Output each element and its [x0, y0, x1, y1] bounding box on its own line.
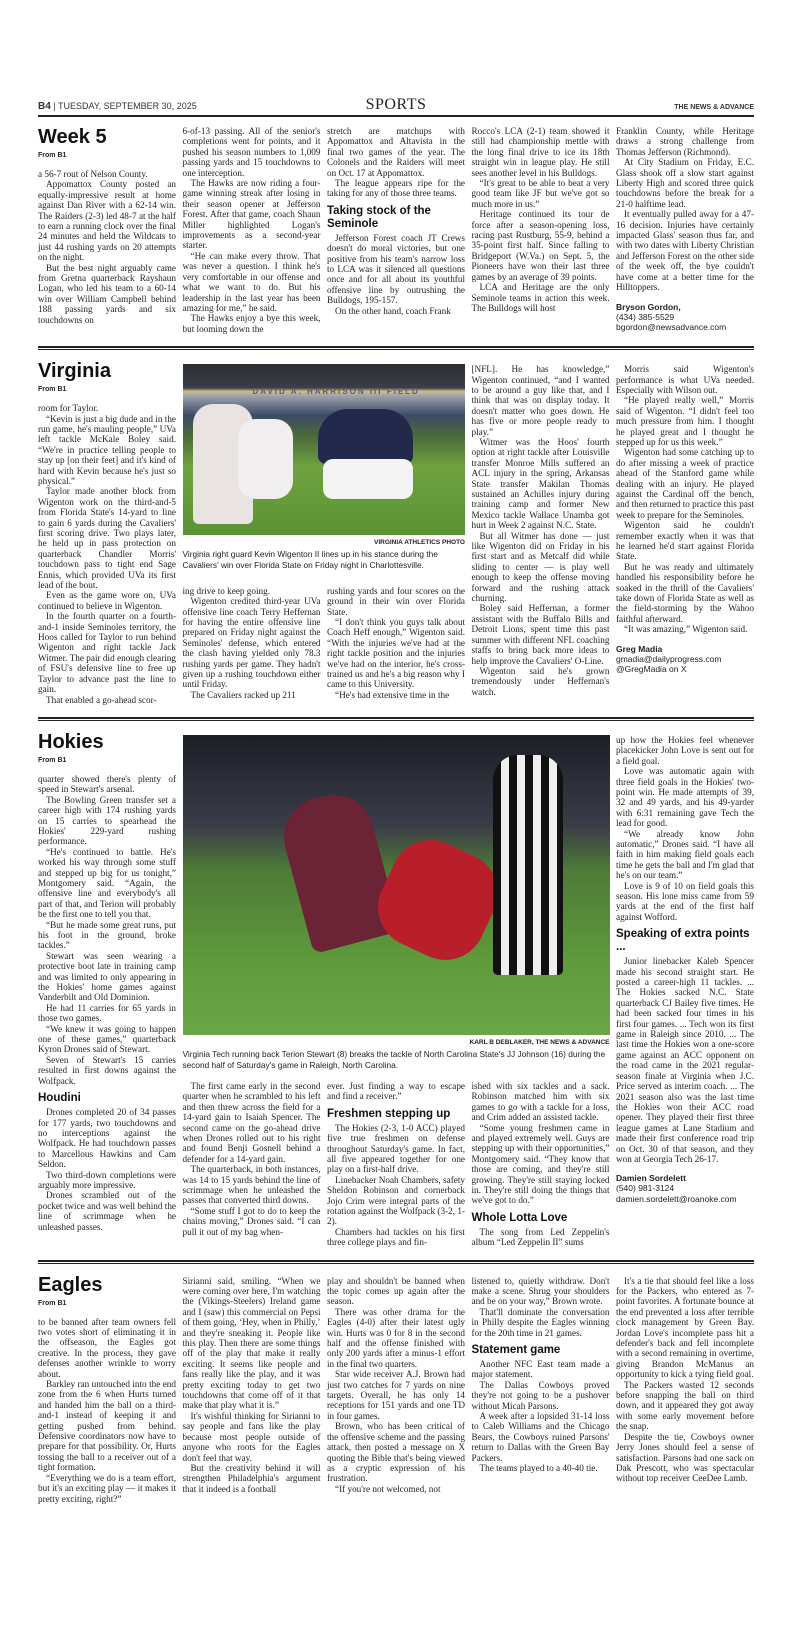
article-paragraph: Wigenton had some catching up to do after missing a week of practice ahead of the Stanford game while dealing with an injury. He played against the Cardinal off the bench, and then returned to practice this past week to prepare for the Seminoles.: [616, 447, 754, 520]
byline-contact: (434) 385-5529: [616, 311, 675, 322]
page-number: B4: [38, 101, 51, 112]
header-rule: [38, 115, 754, 117]
article-paragraph: The Cavaliers racked up 211: [190, 689, 296, 700]
article-paragraph: But the best night arguably came from Gretna quarterback Rayshaun Logan, who led his team to a 60-14 win over William Campbell behind 188 passing yards and six touchdowns on: [38, 262, 176, 325]
article-paragraph-continued: to be banned after team owners fell two votes short of eliminating it in the offseason, the Eagles got creative. In the process, they gave defenses another wrinkle to worry about.: [38, 1316, 176, 1379]
article-paragraph: The Hawks are now riding a four-game winning streak after losing in their season opener at Jefferson Forest. After that game, coach Shaun Miller highlighted Logan's improvements as a second-year starter.: [182, 178, 321, 251]
virginia-col-2: [183, 586, 321, 700]
article-paragraph: Star wide receiver A.J. Brown had just two catches for 7 yards on nine targets. Overall, he has only 14 receptions for 151 yards and one TD in four games.: [327, 1369, 465, 1421]
article-paragraph-continued: up how the Hokies feel whenever placekicker John Love is sent out for a field goal.: [616, 734, 754, 766]
article-paragraph: Drones scrambled out of the pocket twice and was well behind the line of scrimmage when he unleashed passes.: [38, 1190, 176, 1232]
article-paragraph: “He's had extensive time in the: [335, 689, 450, 700]
hokies-photo: [183, 735, 610, 1035]
article-paragraph: Heritage continued its tour de force after a season-opening loss, racing past Rustburg, 55-9, behind a 35-point first half. Since falling to Bridgeport (W.Va.) on Sept. 5, the Pioneers have won their last three games by an average of 39 points.: [471, 209, 610, 282]
article-paragraph: He had 11 carries for 65 yards in those two games.: [38, 1002, 176, 1024]
article-paragraph: Junior linebacker Kaleb Spencer made his second straight start. He posted a career-high 11 tackles. ... The Hokies sacked N.C. State quarterback CJ Bailey five times. He had been sacked four times in his first four games. ... Tech won its first game in Raleigh since 2010. ... The last time the Hokies won a one-score game against an ACC opponent on the road came in the 2021 regular-season finale at Virginia when J.C. Price served as interim coach. ... The 2021 season also was the last time the Hokies won their ACC road opener. They played their first three league games at Lane Stadium and made their first conference road trip on Oct. 30 of that season, and they won at Georgia Tech 26-17.: [616, 956, 754, 1164]
article-paragraph: In the fourth quarter on a fourth-and-1 inside Seminoles territory, the Hoos called for Taylor to run behind Wigenton and right tackle Jack Witmer. The pair did enough clearing of FSU's defensive line to free up Taylor to advance past the line to gain.: [38, 611, 176, 695]
article-paragraph: The song from Led Zeppelin's album “Led Zeppelin II” sums: [471, 1226, 610, 1248]
byline-contact: (540) 981-3124: [616, 1183, 675, 1194]
article-paragraph: “Some stuff I got to do to keep the chains moving,” Drones said. “I can pull it out of my bag when-: [182, 1205, 321, 1237]
article-paragraph: It eventually pulled away for a 47-16 decision. Injuries have certainly impacted Glass' season thus far, and with two dates with Liberty Christian and Jefferson Forest on the other side of the week off, the bye couldn't have come at a better time for the Hilltoppers.: [616, 209, 754, 293]
newspaper-name: THE NEWS & ADVANCE: [674, 104, 754, 111]
article-paragraph: “If you're not welcomed, not: [335, 1483, 441, 1494]
article-paragraph: The quarterback, in both instances, was 14 to 15 yards behind the line of scrimmage when he unleashed the passes that converted third downs.: [182, 1164, 321, 1206]
subheading: Freshmen stepping up: [327, 1107, 451, 1120]
virginia-photo-credit: VIRGINIA ATHLETICS PHOTO: [373, 539, 465, 547]
article-paragraph: The Hawks enjoy a bye this week, but looming down the: [182, 313, 321, 334]
virginia-headline: Virginia: [38, 360, 111, 383]
article-paragraph-continued: rushing yards and four scores on the ground in their win over Florida State.: [327, 585, 465, 617]
jump-from-label: From B1: [38, 1299, 67, 1307]
section-divider: [38, 717, 754, 721]
article-paragraph-continued: Rocco's LCA (2-1) team showed it still had championship mettle with the long final drive to ice its 18th straight win in league play. He still sees another level in his Bulldogs.: [471, 126, 610, 178]
week5-col-2: [183, 126, 321, 334]
article-paragraph: But he was ready and ultimately handled his responsibility before he soaked in the thrill of the Cavaliers' take down of Florida State as well as the field-storming by the Wahoo faithful afterward.: [616, 561, 754, 624]
hokies-col-2: [183, 1081, 321, 1237]
article-paragraph: “Some young freshmen came in and played extremely well. Guys are stepping up with their opportunities,” Montgomery said. “They know that those are coming, and they're still growing. They're still staying locked in. They're still doing the things that we've got to do.”: [471, 1122, 610, 1206]
article-paragraph: Morris said Wigenton's performance is what UVa needed. Especially with Wilson out.: [616, 364, 754, 395]
article-paragraph: “He played really well,” Morris said of Wigenton. “I didn't feel too much pressure from him. I thought he played great and I thought he stepped up for us this week.”: [616, 395, 754, 447]
article-paragraph-continued: ished with six tackles and a sack. Robinson matched him with six games to go with a tackle for a loss, and Crim added an assisted tackle.: [471, 1080, 610, 1123]
article-paragraph: A week after a lopsided 31-14 loss to Caleb Williams and the Chicago Bears, the Cowboys ruined Parsons' return to Dallas with the Green Bay Packers.: [471, 1411, 610, 1463]
article-paragraph-continued: ever. Just finding a way to escape and find a receiver.”: [327, 1080, 465, 1102]
page-folio: B4 | TUESDAY, SEPTEMBER 30, 2025: [38, 101, 197, 112]
virginia-photo: [183, 364, 465, 535]
byline-contact: gmadia@dailyprogress.com: [616, 653, 722, 664]
article-paragraph: Wigenton said he couldn't remember exactly when it was that he learned he'd start against Florida State.: [616, 520, 754, 562]
hokies-col-5: [616, 735, 754, 1204]
section-divider: [38, 346, 754, 350]
hokies-photo-credit: KARL B DEBLAKER, THE NEWS & ADVANCE: [469, 1038, 610, 1046]
article-paragraph: Brown, who has been critical of the offensive scheme and the passing attack, then posted a message on X quoting the Bible that's being viewed as a cryptic expression of his frustration.: [327, 1421, 465, 1484]
article-paragraph: Despite the tie, Cowboys owner Jerry Jones should feel a sense of satisfaction. Parsons had one sack on Dak Prescott, who was spectacular without top receiver CeeDee Lamb.: [616, 1431, 754, 1484]
subheading: Statement game: [471, 1344, 561, 1357]
virginia-col-4: [472, 364, 610, 697]
subheading: Taking stock of the Seminole: [327, 204, 431, 230]
article-paragraph: Wigenton credited third-year UVa offensive line coach Terry Heffernan for having the entire offensive line prepared on Friday night against the Seminoles' defense, which entered the clash having yielded only 78.3 rushing yards per game. They hadn't given up a rushing touchdown either until Friday.: [182, 596, 321, 690]
article-paragraph: Barkley ran untouched into the end zone from the 6 when Hurts turned and handed him the ball on a third-and-1 instead of keeping it and getting pushed from behind. Defensive coordinators now have to prepare for that possibility. Or, Hurts tossing the ball to a receiver out of a tight formation.: [38, 1379, 176, 1473]
article-paragraph: “He's continued to battle. He's worked his way through some stuff and stepped up big for us tonight,” Montgomery said. “Again, the offensive line and everybody's all part of that, and Terion will probably be the first one to tell you that.: [38, 846, 176, 920]
article-paragraph: The Hokies (2-3, 1-0 ACC) played five true freshmen on defense throughout Saturday's game. In fact, all five appeared together for one play on a first-half drive.: [327, 1122, 465, 1175]
jump-from-label: From B1: [38, 756, 67, 764]
article-paragraph: Seven of Stewart's 15 carries resulted in first downs against the Wolfpack.: [38, 1054, 176, 1086]
article-paragraph: The teams played to a 40-40 tie.: [479, 1463, 598, 1474]
byline-contact: @GregMadia on X: [616, 664, 687, 675]
article-paragraph: Drones completed 20 of 34 passes for 177 yards, two touchdowns and no interceptions against the Wolfpack. He had touchdown passes to Marcellous Hawkins and Cam Seldon.: [38, 1107, 176, 1170]
hokies-photo-caption: Virginia Tech running back Terion Stewart (8) breaks the tackle of North Carolina State's JJ Johnson (16) during the second half of Saturday's game in Raleigh, North Carolina.: [182, 1048, 606, 1070]
eagles-col-4: [472, 1276, 610, 1474]
week5-headline: Week 5: [38, 126, 107, 148]
ncstate-defender: [364, 827, 510, 973]
article-paragraph-continued: Franklin County, while Heritage draws a strong challenge from Thomas Jefferson (Richmond).: [616, 126, 754, 157]
jump-from-label: From B1: [38, 386, 67, 394]
article-paragraph: That'll dominate the conversation in Philly despite the Eagles winning for the 20th time in 21 games.: [471, 1306, 610, 1338]
virginia-article: [38, 358, 754, 717]
uva-player-pants: [323, 459, 413, 499]
article-paragraph: “We already know John automatic,” Drones said. “I have all faith in him making field goals each time he gets the ball and I'm glad that he's on our team.”: [616, 828, 754, 881]
article-paragraph: On the other hand, coach Frank: [335, 305, 451, 316]
article-paragraph: “I don't think you guys talk about Coach Heff enough,” Wigenton said. “With the injuries we've had at the right tackle position and the injuries we've had on the interior, he's cross-trained us and he's a big reason why I came to this University.: [327, 617, 465, 690]
article-paragraph: It's wishful thinking for Sirianni to say people and fans like the play because most people outside of anyone who roots for the Eagles don't feel that way.: [182, 1410, 321, 1463]
article-paragraph: LCA and Heritage are the only Seminole teams in action this week. The Bulldogs will host: [471, 282, 610, 313]
article-paragraph: Boley said Heffernan, a former assistant with the Buffalo Bills and Detroit Lions, spent time this past summer with different NFL coaching staffs to bring back more ideas to help improve the Cavaliers' O-Line.: [471, 603, 610, 666]
article-paragraph: “It was amazing,” Wigenton said.: [624, 624, 748, 635]
virginia-photo-block: [183, 360, 466, 581]
article-paragraph: The first came early in the second quarter when he scrambled to his left and then threw across the field for a 14-yard gain to Isaiah Spencer. The second came on the go-ahead drive when Drones rolled out to his right and found Benji Gosnell behind a defender for a 14-yard gain.: [182, 1080, 321, 1164]
virginia-col-1: [38, 360, 176, 705]
article-paragraph: Chambers had tackles on his first three college plays and fin-: [327, 1226, 465, 1248]
article-paragraph-continued: play and shouldn't be banned when the topic comes up again after the season.: [327, 1275, 465, 1307]
article-paragraph: But the creativity behind it will strengthen Philadelphia's argument that it indeed is a football: [182, 1462, 321, 1494]
subheading: Houdini: [38, 1092, 81, 1105]
eagles-col-2: [183, 1276, 321, 1495]
article-paragraph: “We knew it was going to happen one of these games,” quarterback Kyron Drones said of Stewart.: [38, 1023, 176, 1055]
article-paragraph-continued: room for Taylor.: [38, 403, 99, 414]
referee: [493, 755, 563, 975]
article-paragraph-continued: quarter showed there's plenty of speed in Stewart's arsenal.: [38, 773, 176, 795]
article-paragraph: “He can make every throw. That was never a question. I think he's very comfortable in our offense and what we want to do. But his leadership in the last year has been amazing for me,” he said.: [182, 250, 321, 313]
article-paragraph: The Bowling Green transfer set a career high with 174 rushing yards on 15 carries to spearhead the Hokies' 229-yard rushing performance.: [38, 794, 176, 847]
virginia-col-3: [327, 586, 465, 700]
eagles-article: [38, 1272, 754, 1516]
hokies-photo-block: [183, 731, 610, 1081]
article-paragraph: “Everything we do is a team effort, but it's an exciting play — it makes it pretty exciting, right?”: [38, 1472, 176, 1504]
article-paragraph: Witmer was the Hoos' fourth option at right tackle after Louisville transfer Monroe Mills suffered an ACL injury in the spring, Arkansas State transfer Makilan Thomas sustained an Achilles injury during training camp and former New Mexico tackle Wallace Unamba got hurt in Week 2 against N.C. State.: [471, 436, 610, 531]
byline-name: Bryson Gordon,: [616, 301, 681, 312]
byline-name: Damien Sordelett: [616, 1173, 686, 1184]
section-name: SPORTS: [365, 96, 427, 113]
section-divider: [38, 1260, 754, 1264]
week5-col-1: [38, 126, 176, 325]
eagles-col-5: [616, 1276, 754, 1484]
article-paragraph: Another NFC East team made a major statement.: [471, 1359, 610, 1380]
article-paragraph: The league appears ripe for the taking for any of those three teams.: [327, 178, 465, 199]
hokies-col-3: [327, 1081, 465, 1248]
article-paragraph: Linebacker Noah Chambers, safety Sheldon Robinson and cornerback Jojo Crim were integral parts of the rotation against the Wolfpack (3-2, 1-2).: [327, 1174, 465, 1227]
virginia-photo-caption: Virginia right guard Kevin Wigenton II lines up in his stance during the Cavaliers' win over Florida State on Friday night in Charlottesville.: [182, 549, 438, 571]
hokies-col-1: [38, 731, 176, 1232]
eagles-headline: Eagles: [38, 1273, 103, 1296]
article-paragraph: Love is 9 of 10 on field goals this season. His lone miss came from 59 yards at the end of the first half against Wofford.: [616, 880, 754, 922]
article-paragraph-continued: ing drive to keep going.: [182, 585, 271, 596]
hokies-article: [38, 729, 754, 1260]
article-paragraph: But all Witmer has done — just like Wigenton did on Friday in his first start and as Metcalf did while sliding to center — is play well enough to keep the offense moving forward and the rushing attack churning.: [471, 530, 610, 604]
article-paragraph-continued: [NFL]. He has knowledge,” Wigenton continued, “and I wanted to be around a guy like that, and I think that was on display today. It doesn't matter who goes down. He has five or more people ready to play.”: [471, 364, 610, 437]
article-paragraph: Appomattox County posted an equally-impressive result at home against Dan River with a 62-14 win. The Raiders (2-3) led 48-7 at the half to earn a running clock over the final 24 minutes and held the Wildcats to just 44 rushing yards on 20 attempts on the night.: [38, 179, 176, 263]
issue-date: TUESDAY, SEPTEMBER 30, 2025: [57, 101, 197, 111]
article-paragraph: Stewart was seen wearing a protective boot late in training camp and was limited to only appearing in the Hokies' home games against Vanderbilt and Old Dominion.: [38, 950, 176, 1003]
article-paragraph: Taylor made another block from Wigenton work on the third-and-5 from Florida State's 14-yard to line to gain 6 yards during the Cavaliers' first scoring drive. Two plays later, he held up in pass protection on quarterback Chandler Morris' touchdown pass to tight end Sage Ennis, which provided UVa its first lead of the bout.: [38, 486, 176, 591]
article-paragraph-continued: stretch are matchups with Appomattox and Altavista in the final two games of the year. The Colonels and the Raiders will meet on Oct. 17 at Appomattox.: [327, 126, 465, 178]
byline-contact: damien.sordelett@roanoke.com: [616, 1193, 737, 1204]
stadium-sign: DAVID A. HARRISON III FIELD: [252, 387, 420, 397]
byline-contact: bgordon@newsadvance.com: [616, 322, 727, 332]
subheading: Whole Lotta Love: [471, 1211, 568, 1224]
week5-col-5: [616, 126, 754, 333]
hokies-col-4: [472, 1081, 610, 1248]
article-paragraph: Jefferson Forest coach JT Crews doesn't do moral victories, but one positive from his team's narrow loss to LCA was it silenced all questions once and for all about its youthful offensive line by outrushing the Bulldogs, 195-157.: [327, 232, 465, 306]
week5-col-4: [472, 126, 610, 313]
hokies-headline: Hokies: [38, 730, 104, 753]
vt-runner: [275, 786, 401, 954]
uva-player: [318, 409, 413, 464]
page-body: [38, 124, 754, 1516]
article-paragraph: The Dallas Cowboys proved they're not going to be a pushover without Micah Parsons.: [471, 1379, 610, 1411]
article-paragraph: Even as the game wore on, UVa continued to believe in Wigenton.: [38, 590, 176, 611]
week5-article: [38, 124, 754, 346]
article-paragraph: The Packers wasted 12 seconds before snapping the ball on third down, and it appeared they got away with some early movement before the snap.: [616, 1379, 754, 1432]
article-paragraph: “But he made some great runs, put his foot in the ground, broke tackles.”: [38, 919, 176, 951]
article-paragraph: Wigenton said he's grown tremendously under Heffernan's watch.: [471, 665, 610, 697]
article-paragraph-continued: Sirianni said, smiling. “When we were coming over here, I'm watching the (Vikings-Steelers) Ireland game and I (saw) this commercial on Pepsi of them going, ‘Hey, when in Philly,’ and they're sneaking it. People like this play. Then there are some things off of the play that make it really exciting. It seems like people and fans really like the play, and it was pretty exciting today to get two touchdowns that come off of it that make that play what it is.”: [182, 1275, 321, 1411]
article-paragraph: It's a tie that should feel like a loss for the Packers, who entered as 7-point favorites. A fortunate bounce at the end prevented a loss after terrible clock management by Green Bay. Jordan Love's incomplete pass hit a defender's back and fell incomplete with a second remaining in overtime, giving Brandon McManus an opportunity to kick a tying field goal.: [616, 1275, 754, 1380]
article-paragraph: Love was automatic again with three field goals in the Hokies' two-point win. He made attempts of 39, 32 and 49 yards, and his 49-yarder with 6:31 remaining gave Tech the lead for good.: [616, 766, 754, 829]
eagles-col-3: [327, 1276, 465, 1495]
article-paragraph: At City Stadium on Friday, E.C. Glass shook off a slow start against Liberty High and scored three quick touchdowns before the break for a 21-0 halftime lead.: [616, 157, 754, 209]
article-paragraph-continued: 6-of-13 passing. All of the senior's completions went for points, and it pushed his season numbers to 1,009 passing yards and 15 touchdowns to one interception.: [182, 126, 321, 178]
article-paragraph: Two third-down completions were arguably more impressive.: [38, 1169, 176, 1190]
jump-from-label: From B1: [38, 152, 67, 159]
article-paragraph: “Kevin is just a big dude and in the run game, he's mauling people,” UVa left tackle McKale Boley said. “We're in practice telling people to stay up [on their feet] and it's kind of hard with Kevin because he's just so physical.”: [38, 413, 176, 486]
article-paragraph-continued: listened to, quietly withdraw. Don't make a scene. Shrug your shoulders and be on your way,” Brown wrote.: [471, 1275, 610, 1307]
article-paragraph-continued: a 56-7 rout of Nelson County.: [38, 169, 148, 179]
byline-name: Greg Madia: [616, 643, 663, 654]
article-paragraph: There was other drama for the Eagles (4-0) after their latest ugly win. Hurts was 0 for 8 in the second half and the offense finished with only 200 yards after a minus-1 effort in the final two quarters.: [327, 1306, 465, 1369]
subheading: Speaking of extra points ...: [616, 928, 750, 954]
article-paragraph: “It's great to be able to beat a very good team like JF but we've got so much more in us.”: [471, 178, 610, 209]
article-paragraph: That enabled a go-ahead scor-: [46, 694, 157, 705]
week5-col-3: [327, 126, 465, 316]
virginia-col-5: [616, 364, 754, 675]
eagles-col-1: [38, 1274, 176, 1504]
fsu-lineman: [238, 419, 293, 499]
